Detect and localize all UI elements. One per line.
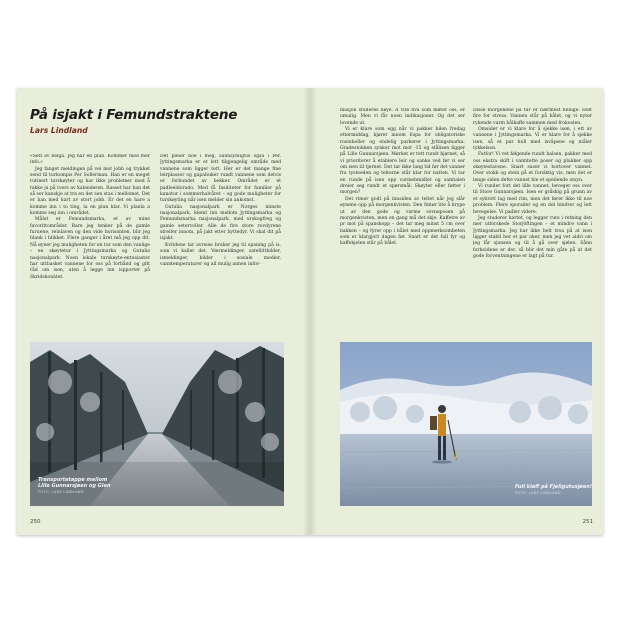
left-column-1 xyxy=(30,154,150,344)
spine-gutter xyxy=(303,88,317,535)
caption-line: Transportetappe mellom xyxy=(38,477,108,483)
paragraph: Vi er klare som egg når vi pakker bilen fredag ettermiddag, kjører innom Espa for obligatoriske rosinboller og endelig parkerer i Jyttingsmarka. Gradestokken synker mot mot -15 og stålisen ligger på Lille Gunnarsjøen. Mørket er tett rundt hjørnet, så vi prioriterer å etablere leir og sanke ved før vi ser om isen til tjernet. Det tar ikke lang tid før det vanner fra tysteeden og telterne står klar for natten. Vi tar en runde på isen opp varmebmidlet og samtalen dreier seg rundt et spørsmål: Skøyter eller føtter i morgen? xyxy=(340,127,465,196)
paragraph: Jeg studerer kartet, og legger rute i retning den mer utforskede Storjöftingen – et mindre vann i Jyttingsmarka. Jeg har ikke helt troa på at isen ligger stabil her et par uker, men jeg vet aldri om jeg får sjansen og til å gå over sjølen. Sånn forholdene er der, så blir det min gåte på at det gode forventningene er lagt på tur. xyxy=(473,215,592,259)
paragraph: Disse morgenene på tur er nærmest hellige. Helt fire for stress. Vannen står på bålet, og vi nyter rykende varm bålkaffe sammen med frokosten. xyxy=(473,108,592,126)
paragraph: Målet er Femundsmarka, et av mine favorittområder. Bare jeg tenker på de gamle furuene, reinlaven og den vide horisonten, blir jeg blank i blikket. Flere ganger i året må jeg opp dit. Nå øyner jeg muligheten for en tur som den vanlige – en skøytetur i Jyttingsmarka og Gutulia nasjonalpark. Noen lokale turskøyte-entusiaster har uttbasket vannene for oss på forhånd og gitt råd om isen, uten å legge inn ispporter på Skridskonätet. xyxy=(30,217,150,280)
right-page xyxy=(310,88,603,535)
caption-line: Full klaff på Fjellgutusjøen! xyxy=(515,484,592,490)
paragraph: Omsider er vi klare for å sjekke isen, i ett av vannene i Jyttingsmarka. Vi er klare for å sjekke isen, så et par hull med isvåpene og måler tykkelsen. xyxy=(473,127,592,152)
paragraph: Det pleier noe i meg, sannsynligvis også i Per. Jyttingsmarka er et lett tilgjengelig område med vannene som ligger tett. Her er det mange fine leirplasser og gapahuker rundt vannene som delvis er forbundet av bekker. Området er et padleeldorado. Med få fasiliteter for familier på kanotur i sommerhalvåret – og gode muligheter for turskøyting når isen melder sin ankomst. xyxy=(160,154,281,204)
photo-credit: FOTO: LARS LINDLAND xyxy=(38,490,84,495)
caption-line: Lille Gunnarsjøen og Glen xyxy=(38,483,111,490)
paragraph: Fatfor! Vi vet følgende rundt halsen, pakker med oss ekstra skift i vanntette poser og plukker opp skøytestavene. Snart suser vi bortover vannet. Over stokk og stein på et forsiktig vis, men det er lenge siden dette vannet ble et speilende utsyn. xyxy=(473,152,592,183)
paragraph: Jeg fanget meldingen på vei mot jobb og trykket send til turkompis Per Sollerman. Han er en meget rutinert turskøyter og har ikke problemer med å takke ja på tvers av kalenderen. Rasset har ban det så ser kanskje at tra en det sen stas i mellomet. Det er han med kart av stort jobb. Er det en hare a komme inn i to ting, la en plan klar. Vi planla a komme seg inn i området. xyxy=(30,166,150,217)
right-column-2 xyxy=(473,108,592,340)
article-title: På isjakt i Femundstraktene xyxy=(30,107,238,123)
paragraph: masjon studeres nøye. Å vite hva som møter oss, er umulig. Men vi får noen indikasjoner. Og det ser lovende ut. xyxy=(340,108,465,126)
paragraph: «Sett av helga. Jeg har en plan. Kommer med mer info.» xyxy=(30,154,150,166)
ice-skater-photo xyxy=(340,342,592,506)
forest-road-photo xyxy=(30,342,284,506)
paragraph: Gutulia nasjonalpark er Norges minste nasjonalpark, klemt inn mellom Jyttingsmarka og Femundsmarka nasjonalpark, med urskogfreg og gamle setervoller. Alle de fire store rovdyrene streifer innom, på jakt etter byttedyr. Vi skal dit på isjakt. xyxy=(160,204,281,242)
paragraph: Det rimer godt på innsiden av teltet når jeg slår øynene opp på morgenkvisten. Den fintør lite å krype ut av den gode og varme sovneposen på morgenkvisten, men en gang må det skje. Kaffetre av pr mot på spanskopp – det tar meg minst 5 cm over bakken – og fyrer opp i bålet med oppmerksomheten som er klargjort dagen før. Snart er det full fyr og kaffekjelen står på bålet. xyxy=(340,196,465,247)
photo-credit: FOTO: LARS LINDLAND xyxy=(515,491,561,496)
right-photo-caption xyxy=(515,484,592,496)
page-number: 251 xyxy=(582,519,593,525)
paragraph: Vi runder fort det lille vannet, beveger oss over til Store Gunnarsjøen. Isen er gråskig på grunn av et sybrott lag med rim, men det fører ikke til noe problem. Flere sporader og en del hindrer og lett bevegelse. Vi padler videre. xyxy=(473,184,592,215)
article-author: Lars Lindland xyxy=(30,126,88,135)
magazine-spread xyxy=(17,88,603,535)
right-column-1 xyxy=(340,108,465,340)
left-photo-caption xyxy=(38,477,110,496)
paragraph: Kvitdene tar avreise bruker jeg til spaning på is. som vi kaller det. Værmeldinger, satellittbilder, ismeldinger, bilder i sosiale medier, vanntemperaturer og all mulig annen infor- xyxy=(160,242,281,267)
page-number: 250 xyxy=(30,519,41,525)
left-column-2 xyxy=(160,154,281,344)
left-page xyxy=(17,88,310,535)
